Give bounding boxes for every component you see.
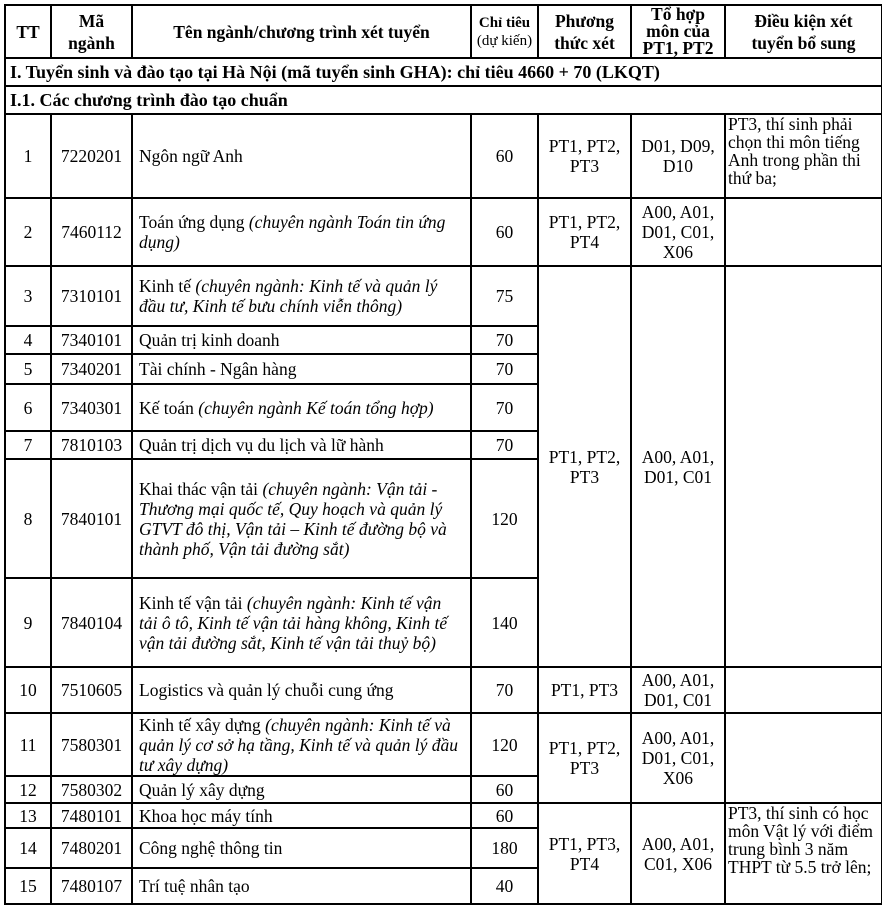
program-name: Tài chính - Ngân hàng bbox=[139, 359, 297, 379]
condition-cell bbox=[725, 198, 882, 266]
program-name: Khoa học máy tính bbox=[139, 805, 273, 826]
row-name bbox=[132, 868, 471, 904]
row-quota: 120 bbox=[471, 713, 538, 776]
row-quota: 60 bbox=[471, 803, 538, 828]
row-code: 7840104 bbox=[51, 578, 132, 667]
header-method: Phương thức xét bbox=[538, 5, 631, 58]
row-name bbox=[132, 198, 471, 266]
row-quota: 70 bbox=[471, 354, 538, 384]
program-note: (chuyên ngành: Kinh tế và quản lý đầu tư, Kinh tế bưu chính viễn thông) bbox=[139, 276, 438, 316]
combo-cell: A00, A01, D01, C01 bbox=[631, 266, 725, 667]
program-note: (chuyên ngành Toán tin ứng dụng) bbox=[139, 212, 446, 252]
header-quota-b: (dự kiến) bbox=[476, 32, 533, 49]
row-name bbox=[132, 713, 471, 776]
program-name: Ngôn ngữ Anh bbox=[139, 146, 243, 166]
row-name bbox=[132, 384, 471, 431]
header-name: Tên ngành/chương trình xét tuyển bbox=[132, 5, 471, 58]
row-code: 7480107 bbox=[51, 868, 132, 904]
row-name bbox=[132, 578, 471, 667]
table-row bbox=[5, 114, 882, 198]
table-row bbox=[5, 713, 882, 776]
row-tt: 12 bbox=[5, 776, 51, 803]
row-code: 7340301 bbox=[51, 384, 132, 431]
row-name bbox=[132, 459, 471, 578]
row-quota: 60 bbox=[471, 776, 538, 803]
program-name: Quản trị kinh doanh bbox=[139, 330, 280, 350]
header-quota bbox=[471, 5, 538, 58]
condition-cell bbox=[725, 713, 882, 803]
program-note: (chuyên ngành: Vận tải - Thương mại quốc tế, Quy hoạch và quản lý GTVT đô thị, Vận tải – Kinh tế đường bộ và thành phố, Vận tải đường sắt) bbox=[139, 478, 447, 559]
row-tt: 6 bbox=[5, 384, 51, 431]
row-name bbox=[132, 114, 471, 198]
row-quota: 40 bbox=[471, 868, 538, 904]
row-name bbox=[132, 828, 471, 868]
program-name: Logistics và quản lý chuỗi cung ứng bbox=[139, 680, 394, 700]
program-name: Kinh tế bbox=[139, 276, 196, 296]
row-tt: 10 bbox=[5, 667, 51, 713]
row-name bbox=[132, 266, 471, 326]
method-cell: PT1, PT3 bbox=[538, 667, 631, 713]
program-note: (chuyên ngành: Kinh tế và quản lý cơ sở hạ tầng, Kinh tế và quản lý đầu tư xây dựng) bbox=[139, 714, 459, 775]
row-code: 7510605 bbox=[51, 667, 132, 713]
row-tt: 5 bbox=[5, 354, 51, 384]
program-name: Khai thác vận tải bbox=[139, 478, 263, 499]
method-cell: PT1, PT2, PT3 bbox=[538, 713, 631, 803]
row-tt: 4 bbox=[5, 326, 51, 354]
row-name bbox=[132, 667, 471, 713]
row-quota: 70 bbox=[471, 326, 538, 354]
method-cell: PT1, PT2, PT4 bbox=[538, 198, 631, 266]
row-code: 7580302 bbox=[51, 776, 132, 803]
row-quota: 180 bbox=[471, 828, 538, 868]
row-code: 7810103 bbox=[51, 431, 132, 459]
row-code: 7340101 bbox=[51, 326, 132, 354]
row-name bbox=[132, 803, 471, 828]
row-code: 7480201 bbox=[51, 828, 132, 868]
method-cell: PT1, PT2, PT3 bbox=[538, 266, 631, 667]
condition-cell: PT3, thí sinh phải chọn thi môn tiếng Anh trong phần thi thứ ba; bbox=[725, 114, 882, 198]
row-quota: 140 bbox=[471, 578, 538, 667]
row-tt: 7 bbox=[5, 431, 51, 459]
header-condition: Điều kiện xét tuyển bổ sung bbox=[725, 5, 882, 58]
row-code: 7480101 bbox=[51, 803, 132, 828]
row-code: 7840101 bbox=[51, 459, 132, 578]
row-quota: 60 bbox=[471, 114, 538, 198]
row-tt: 13 bbox=[5, 803, 51, 828]
section-title: I. Tuyển sinh và đào tạo tại Hà Nội (mã tuyển sinh GHA): chỉ tiêu 4660 + 70 (LKQT) bbox=[5, 58, 882, 86]
row-name bbox=[132, 354, 471, 384]
method-cell: PT1, PT2, PT3 bbox=[538, 114, 631, 198]
row-code: 7310101 bbox=[51, 266, 132, 326]
table-row bbox=[5, 667, 882, 713]
row-quota: 120 bbox=[471, 459, 538, 578]
condition-cell bbox=[725, 667, 882, 713]
row-tt: 15 bbox=[5, 868, 51, 904]
program-name: Trí tuệ nhân tạo bbox=[139, 876, 250, 896]
admission-table bbox=[4, 4, 882, 905]
table-row bbox=[5, 198, 882, 266]
table-row bbox=[5, 803, 882, 828]
method-cell: PT1, PT3, PT4 bbox=[538, 803, 631, 904]
program-name: Quản trị dịch vụ du lịch và lữ hành bbox=[139, 435, 384, 455]
row-tt: 1 bbox=[5, 114, 51, 198]
program-name: Kế toán bbox=[139, 397, 199, 418]
program-note: (chuyên ngành Kế toán tổng hợp) bbox=[198, 397, 434, 418]
program-name: Kinh tế vận tải bbox=[139, 592, 247, 613]
row-name bbox=[132, 776, 471, 803]
row-code: 7220201 bbox=[51, 114, 132, 198]
row-quota: 70 bbox=[471, 384, 538, 431]
header-code: Mã ngành bbox=[51, 5, 132, 58]
header-combo: Tổ hợp môn của PT1, PT2 bbox=[631, 5, 725, 58]
condition-cell: PT3, thí sinh có học môn Vật lý với điểm trung bình 3 năm THPT từ 5.5 trở lên; bbox=[725, 803, 882, 904]
combo-cell: A00, A01, D01, C01, X06 bbox=[631, 713, 725, 803]
row-tt: 8 bbox=[5, 459, 51, 578]
row-tt: 3 bbox=[5, 266, 51, 326]
row-code: 7460112 bbox=[51, 198, 132, 266]
row-quota: 60 bbox=[471, 198, 538, 266]
combo-cell: A00, A01, D01, C01, X06 bbox=[631, 198, 725, 266]
combo-cell: A00, A01, D01, C01 bbox=[631, 667, 725, 713]
program-note: (chuyên ngành: Kinh tế vận tải ô tô, Kinh tế vận tải hàng không, Kinh tế vận tải đường sắt, Kinh tế vận tải thuỷ bộ) bbox=[139, 592, 448, 653]
row-name bbox=[132, 326, 471, 354]
subsection-title: I.1. Các chương trình đào tạo chuẩn bbox=[5, 86, 882, 114]
program-name: Kinh tế xây dựng bbox=[139, 714, 266, 735]
row-tt: 2 bbox=[5, 198, 51, 266]
row-quota: 75 bbox=[471, 266, 538, 326]
row-tt: 9 bbox=[5, 578, 51, 667]
row-quota: 70 bbox=[471, 667, 538, 713]
table-row bbox=[5, 266, 882, 326]
row-tt: 11 bbox=[5, 713, 51, 776]
row-name bbox=[132, 431, 471, 459]
row-tt: 14 bbox=[5, 828, 51, 868]
header-row bbox=[5, 5, 882, 58]
row-code: 7340201 bbox=[51, 354, 132, 384]
program-name: Quản lý xây dựng bbox=[139, 779, 265, 800]
combo-cell: A00, A01, C01, X06 bbox=[631, 803, 725, 904]
header-quota-a: Chỉ tiêu bbox=[478, 14, 531, 31]
program-name: Công nghệ thông tin bbox=[139, 838, 283, 858]
row-quota: 70 bbox=[471, 431, 538, 459]
condition-cell bbox=[725, 266, 882, 667]
program-name: Toán ứng dụng bbox=[139, 212, 249, 232]
combo-cell: D01, D09, D10 bbox=[631, 114, 725, 198]
row-code: 7580301 bbox=[51, 713, 132, 776]
header-tt: TT bbox=[5, 5, 51, 58]
